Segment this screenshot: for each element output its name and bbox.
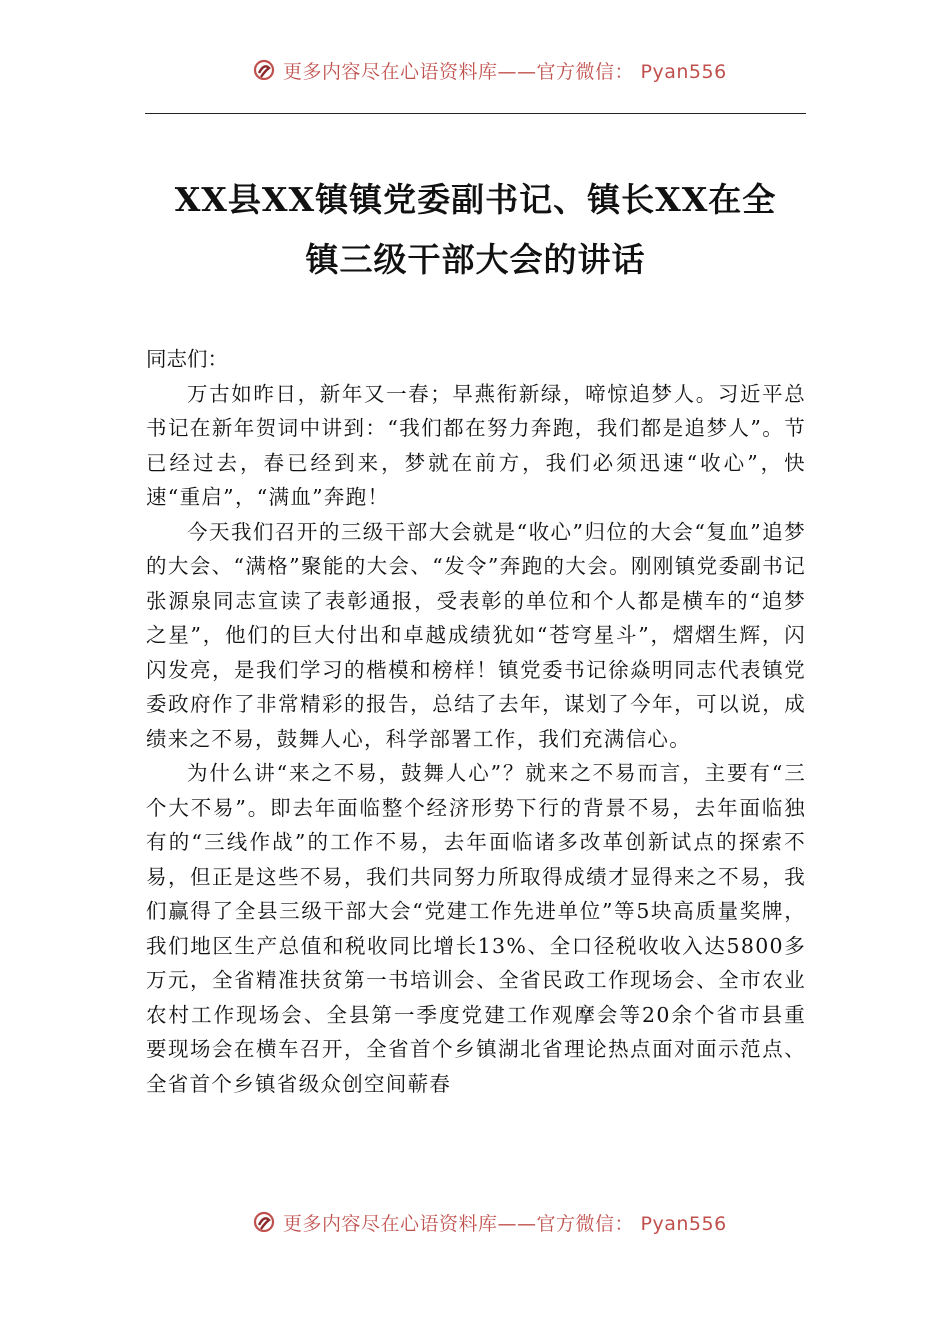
watermark-text: 更多内容尽在心语资料库——官方微信： Pyan556: [283, 1212, 727, 1235]
header-divider: [145, 113, 806, 114]
document-body: [146, 342, 806, 1101]
watermark-text: 更多内容尽在心语资料库——官方微信： Pyan556: [283, 60, 727, 83]
logo-icon: [253, 1211, 275, 1233]
header-watermark: [253, 56, 727, 84]
footer-watermark: [253, 1208, 727, 1236]
title-line-1: XX县XX镇镇党委副书记、镇长XX在全: [174, 180, 777, 219]
title-line-2: 镇三级干部大会的讲话: [305, 240, 646, 279]
document-title: [145, 170, 806, 290]
paragraph: 万古如昨日，新年又一春；早燕衔新绿，啼惊追梦人。习近平总书记在新年贺词中讲到：“我们都在努力奔跑，我们都是追梦人”。节已经过去，春已经到来，梦就在前方，我们必须迅速“收心”，快速“重启”，“满血”奔跑！: [146, 381, 806, 509]
paragraph: 为什么讲“来之不易，鼓舞人心”？就来之不易而言，主要有“三个大不易”。即去年面临整个经济形势下行的背景不易，去年面临独有的“三线作战”的工作不易，去年面临诸多改革创新试点的探索不易，但正是这些不易，我们共同努力所取得成绩才显得来之不易，我们赢得了全县三级干部大会“党建工作先进单位”等5块高质量奖牌，我们地区生产总值和税收同比增长13%、全口径税收收入达5800多万元，全省精准扶贫第一书培训会、全省民政工作现场会、全市农业农村工作现场会、全县第一季度党建工作观摩会等20余个省市县重要现场会在横车召开，全省首个乡镇湖北省理论热点面对面示范点、全省首个乡镇省级众创空间蕲春: [146, 761, 806, 1096]
logo-icon: [253, 59, 275, 81]
paragraph: 今天我们召开的三级干部大会就是“收心”归位的大会“复血”追梦的大会、“满格”聚能的大会、“发令”奔跑的大会。刚刚镇党委副书记张源泉同志宣读了表彰通报，受表彰的单位和个人都是横车的“追梦之星”，他们的巨大付出和卓越成绩犹如“苍穹星斗”，熠熠生辉，闪闪发亮，是我们学习的楷模和榜样！镇党委书记徐焱明同志代表镇党委政府作了非常精彩的报告，总结了去年，谋划了今年，可以说，成绩来之不易，鼓舞人心，科学部署工作，我们充满信心。: [146, 519, 806, 751]
salutation: 同志们：: [146, 347, 228, 371]
